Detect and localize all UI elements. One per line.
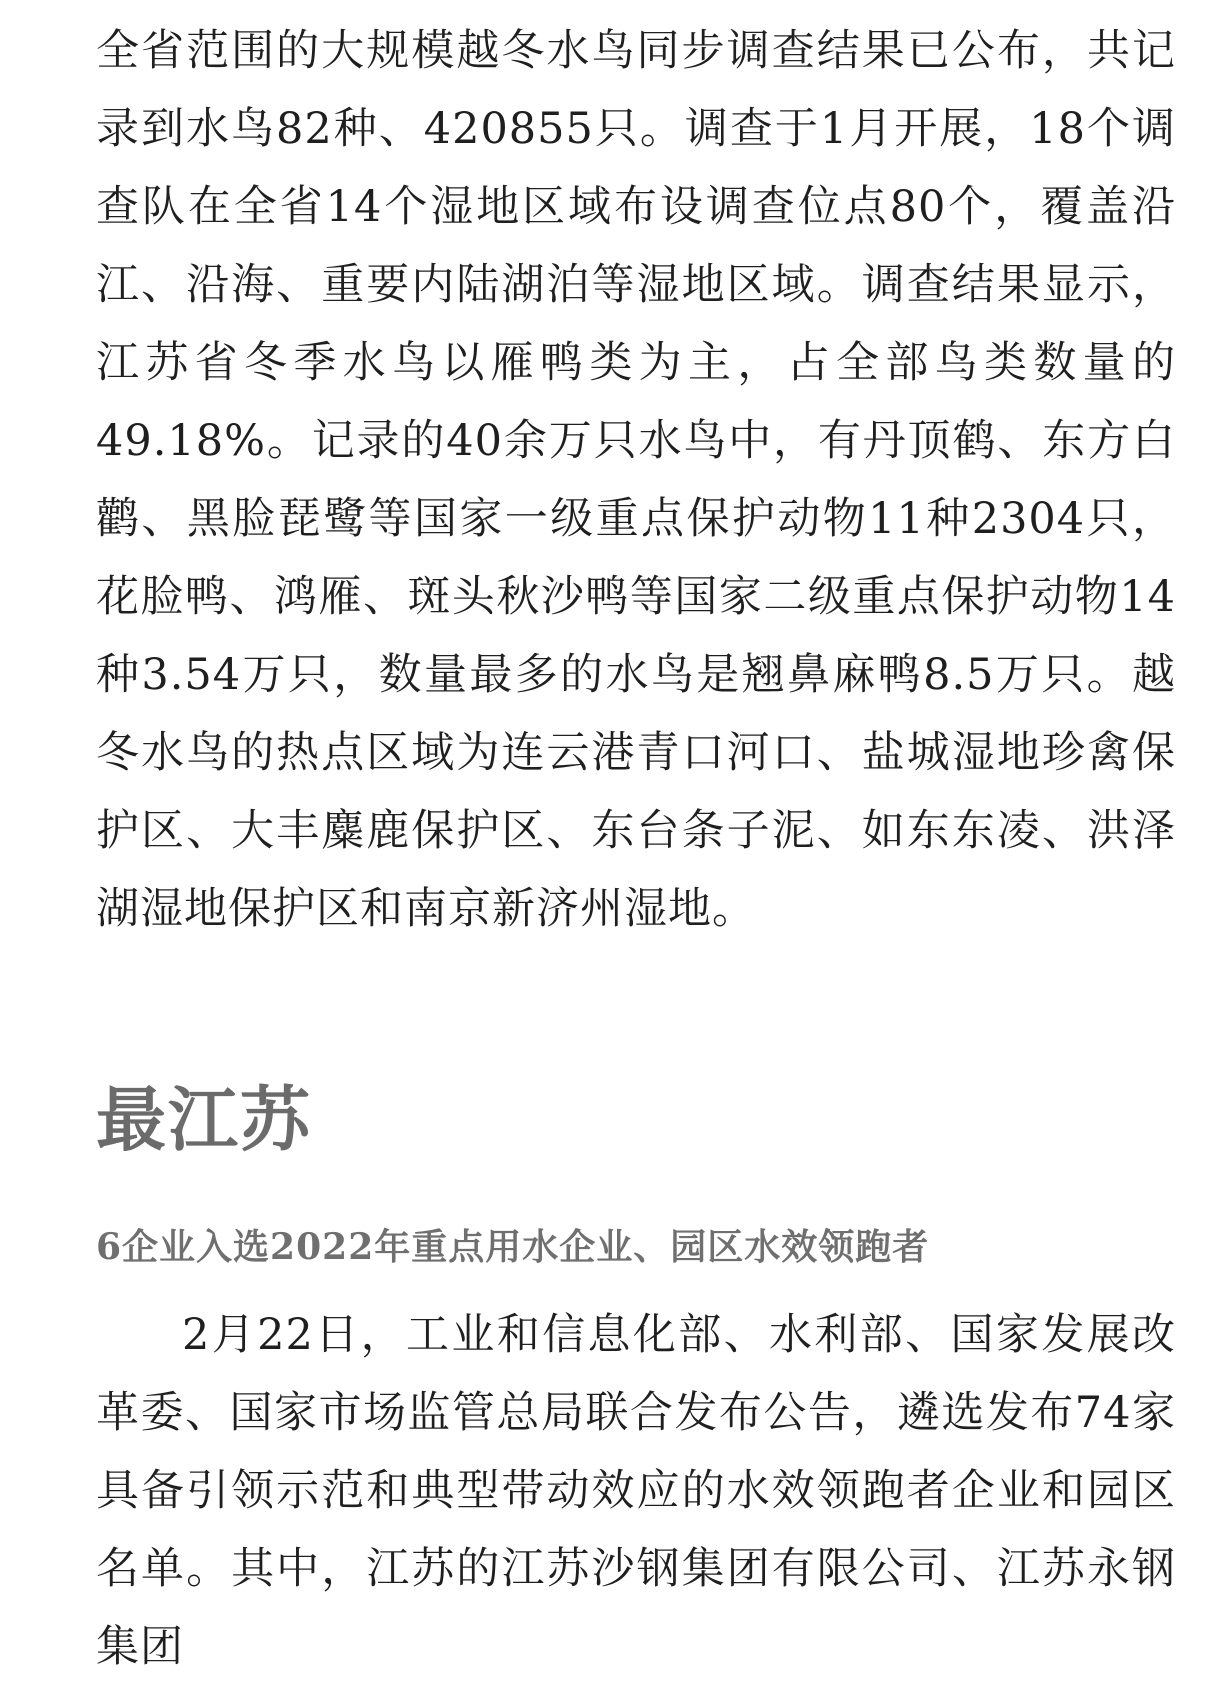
- body-paragraph-water-efficiency: 2月22日，工业和信息化部、水利部、国家发展改革委、国家市场监管总局联合发布公告，遴选发布74家具备引领示范和典型带动效应的水效领跑者企业和园区名单。其中，江苏的江苏沙钢集团有限公司、江苏永钢集团: [96, 1310, 1176, 1672]
- body-paragraph-waterbird-survey: 全省范围的大规模越冬水鸟同步调查结果已公布，共记录到水鸟82种、420855只。调查于1月开展，18个调查队在全省14个湿地区域布设调查位点80个，覆盖沿江、沿海、重要内陆湖泊等湿地区域。调查结果显示，江苏省冬季水鸟以雁鸭类为主，占全部鸟类数量的49.18%。记录的40余万只水鸟中，有丹顶鹤、东方白鹳、黑脸琵鹭等国家一级重点保护动物11种2304只，花脸鸭、鸿雁、斑头秋沙鸭等国家二级重点保护动物14种3.54万只，数量最多的水鸟是翘鼻麻鸭8.5万只。越冬水鸟的热点区域为连云港青口河口、盐城湿地珍禽保护区、大丰麋鹿保护区、东台条子泥、如东东凌、洪泽湖湿地保护区和南京新济州湿地。: [96, 26, 1176, 934]
- section-heading: 最江苏: [96, 1079, 312, 1161]
- article-title: 6企业入选2022年重点用水企业、园区水效领跑者: [96, 1226, 930, 1268]
